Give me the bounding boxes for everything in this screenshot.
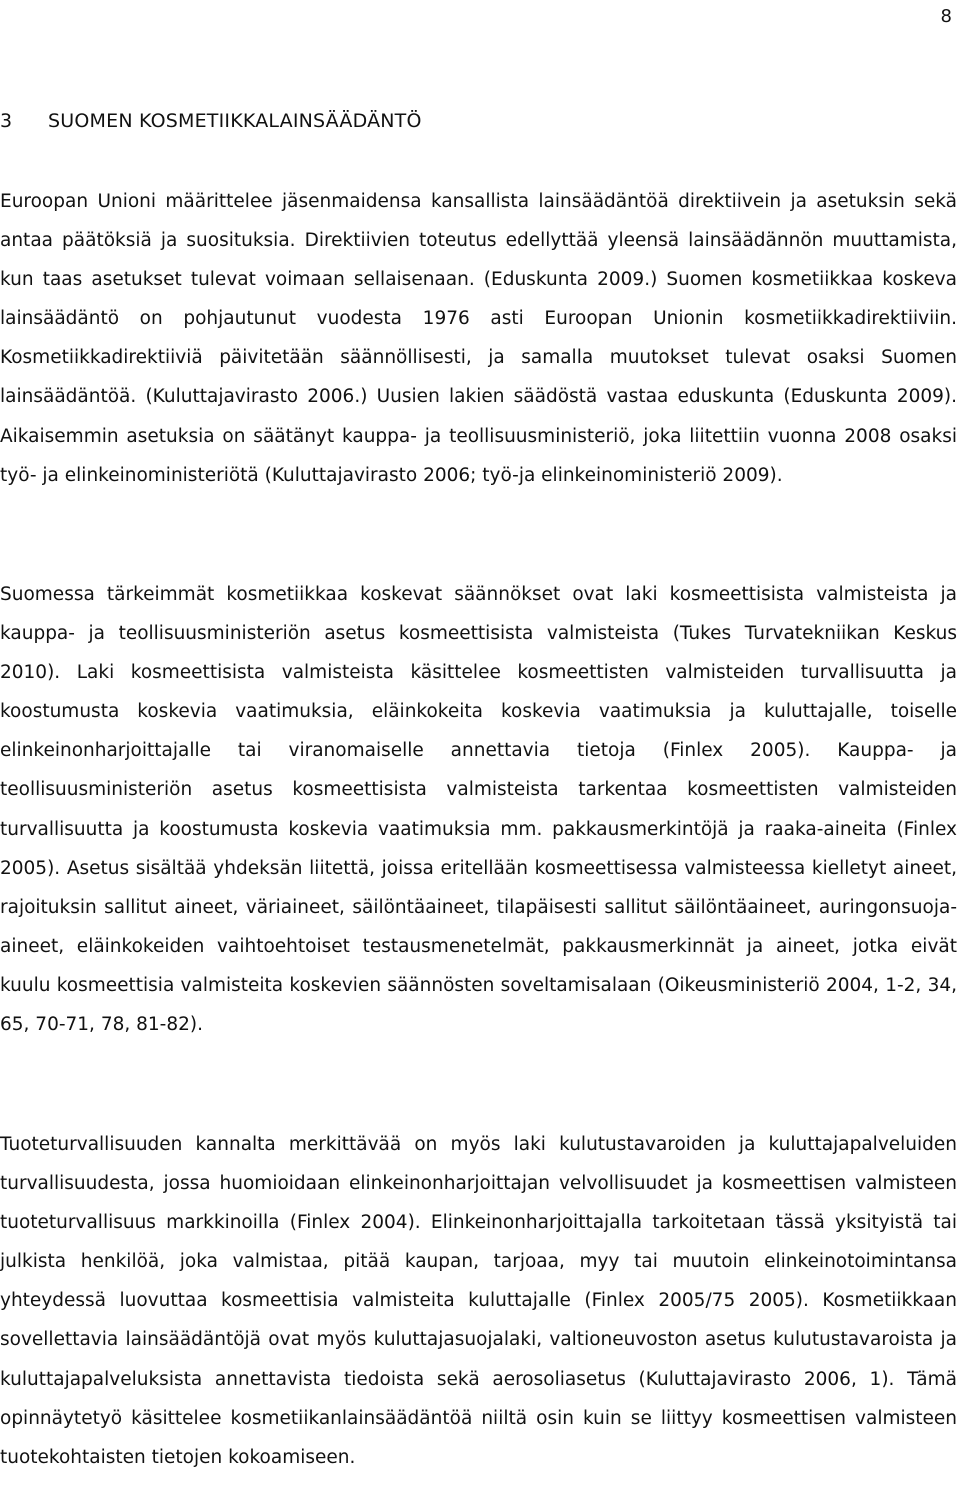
page-number: 8 bbox=[940, 6, 952, 27]
paragraph-eu-legislation: Euroopan Unioni määrittelee jäsenmaidensa kansallista lainsäädäntöä direktiivein ja asetuksin sekä antaa päätöksiä ja suosituksia. Direktiivien toteutus edellyttää yleensä lainsäädännön muuttamista, kun taas asetukset tulevat voimaan sellaisenaan. (Eduskunta 2009.) Suomen kosmetiikkaa koskeva lainsäädäntö on pohjautunut vuodesta 1976 asti Euroopan Unionin kosmetiikkadirektiiviin. Kosmetiikkadirektiiviä päivitetään säännöllisesti, ja samalla muutokset tulevat osaksi Suomen lainsäädäntöä. (Kuluttajavirasto 2006.) Uusien lakien säädöstä vastaa eduskunta (Eduskunta 2009). Aikaisemmin asetuksia on säätänyt kauppa- ja teollisuusministeriö, joka liitettiin vuonna 2008 osaksi työ- ja elinkeinoministeriötä (Kuluttajavirasto 2006; työ-ja elinkeinoministeriö 2009). bbox=[0, 191, 957, 486]
paragraph-product-safety: Tuoteturvallisuuden kannalta merkittävää on myös laki kulutustavaroiden ja kuluttajapalveluiden turvallisuudesta, jossa huomioidaan elinkeinonharjoittajan velvollisuudet ja kosmeettisen valmisteen tuoteturvallisuus markkinoilla (Finlex 2004). Elinkeinonharjoittajalla tarkoitetaan tässä yksityistä tai julkista henkilöä, joka valmistaa, pitää kaupan, tarjoaa, myy tai muutoin elinkeinotoimintansa yhteydessä luovuttaa kosmeettisia valmisteita kuluttajalle (Finlex 2005/75 2005). Kosmetiikkaan sovellettavia lainsäädäntöjä ovat myös kuluttajasuojalaki, valtioneuvoston asetus kulutustavaroista ja kuluttajapalveluksista annettavista tiedoista sekä aerosoliasetus (Kuluttajavirasto 2006, 1). Tämä opinnäytetyö käsittelee kosmetiikanlainsäädäntöä niiltä osin kuin se liittyy kosmeettisen valmisteen tuotekohtaisten tietojen kokoamiseen. bbox=[0, 1134, 957, 1468]
paragraph-finnish-regulations: Suomessa tärkeimmät kosmetiikkaa koskevat säännökset ovat laki kosmeettisista valmisteista ja kauppa- ja teollisuusministeriön asetus kosmeettisista valmisteista (Tukes Turvatekniikan Keskus 2010). Laki kosmeettisista valmisteista käsittelee kosmeettisten valmisteiden turvallisuutta ja koostumusta koskevia vaatimuksia, eläinkokeita koskevia vaatimuksia ja kuluttajalle, toiselle elinkeinonharjoittajalle tai viranomaiselle annettavia tietoja (Finlex 2005). Kauppa- ja teollisuusministeriön asetus kosmeettisista valmisteista tarkentaa kosmeettisten valmisteiden turvallisuutta ja koostumusta koskevia vaatimuksia mm. pakkausmerkintöjä ja raaka-aineita (Finlex 2005). Asetus sisältää yhdeksän liitettä, joissa eritellään kosmeettisessa valmisteessa kielletyt aineet, rajoituksin sallitut aineet, väriaineet, säilöntäaineet, tilapäisesti sallitut säilöntäaineet, auringonsuoja-aineet, eläinkokeiden vaihtoehtoiset testausmenetelmät, pakkausmerkinnät ja aineet, jotka eivät kuulu kosmeettisia valmisteita koskevien säännösten soveltamisalaan (Oikeusministeriö 2004, 1-2, 34, 65, 70-71, 78, 81-82). bbox=[0, 584, 957, 1036]
section-number: 3 bbox=[0, 110, 13, 132]
section-title: SUOMEN KOSMETIIKKALAINSÄÄDÄNTÖ bbox=[48, 110, 422, 132]
section-heading bbox=[0, 110, 422, 132]
